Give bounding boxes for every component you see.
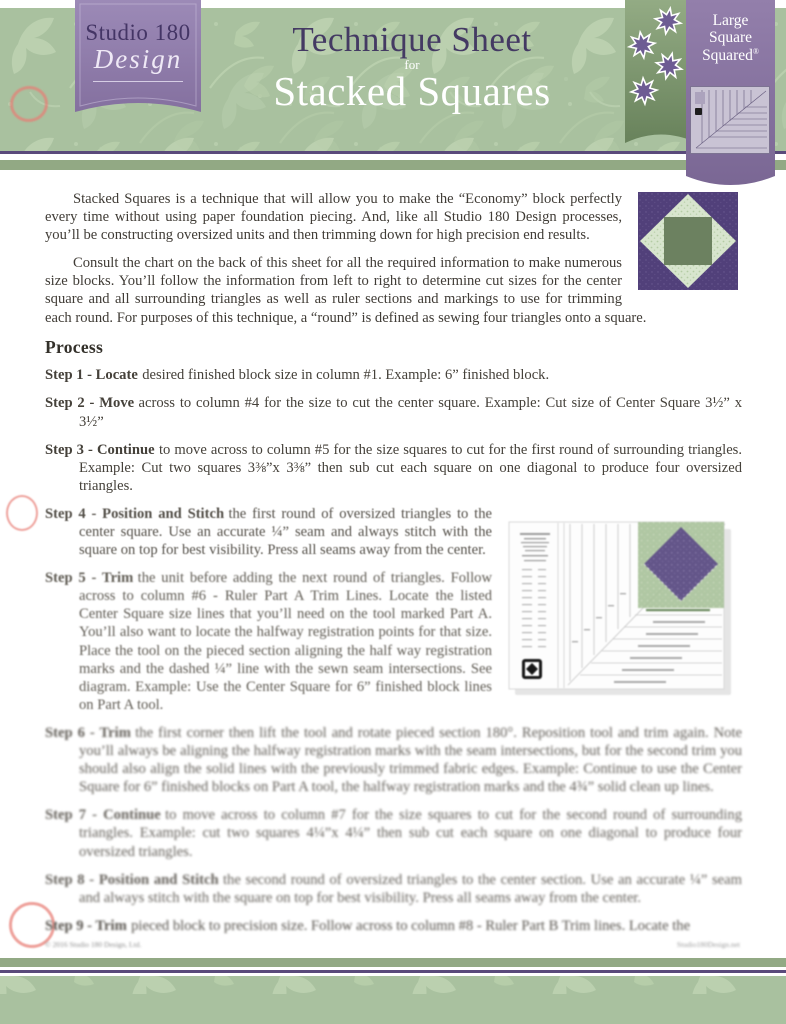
header-purple-rule	[0, 151, 786, 154]
step-5-label: Step 5 - Trim	[45, 570, 134, 587]
intro-paragraph-2: Consult the chart on the back of this sheet for all the required information to make numerous size blocks. You’ll follow the information from left to right to determine cut sizes for the center square and all surrounding triangles as well as ruler sections and markings to use for trimming each round. For purposes of this technique, a “round” is defined as sewing four triangles onto a square.	[45, 255, 647, 326]
step-2-label: Step 2 - Move	[45, 395, 135, 412]
footer-purple-rule	[0, 970, 786, 973]
header-green-bar	[0, 160, 786, 170]
badge-large: Large	[712, 12, 749, 29]
step-4-label: Step 4 - Position and Stitch	[45, 505, 225, 522]
title-technique-sheet: Technique Sheet	[292, 20, 532, 59]
process-heading: Process	[45, 336, 104, 357]
step-7	[45, 806, 742, 860]
step-5-text: the unit before adding the next round of triangles. Follow across to column #6 - Ruler Part A Trim Lines. Locate the listed Center Square size lines that you’ll need on the tool marked Part A. You’ll also want to locate the halfway registration points for that size. Place the tool on the pieced section aligning the half way registration marks and the dashed ¼” line with the sewn seam intersections. See diagram. Example: Use the Center Square for 6” finished block lines on Part A tool.	[79, 570, 492, 713]
intro-section	[45, 190, 742, 327]
step-7-text: to move across to column #7 for the size squares to cut for the second round of surrounding triangles. Example: cut two squares 4¼”x 4¼” then sub cut each square on one diagonal to produce four oversized triangles.	[79, 807, 742, 860]
step-1	[45, 366, 742, 384]
step-6	[45, 724, 742, 796]
sheet-title	[205, 20, 619, 115]
website-text: Studio180Design.net	[676, 940, 740, 949]
step-6-label: Step 6 - Trim	[45, 724, 131, 741]
step-1-label: Step 1 - Locate	[45, 367, 138, 384]
body-content	[45, 190, 742, 945]
large-square-squared-label	[686, 12, 775, 64]
step-6-text: the first corner then lift the tool and rotate pieced section 180°. Reposition tool and trim again. Note you’ll always be aligning the halfway registration marks with the seam intersections, but for the second trim you should also align the solid lines with the previously trimmed fabric edges. Example: Continue to use the Center Square for 6” finished blocks on Part A tool, the halfway registration marks and the 4¾” solid clean up lines.	[79, 724, 742, 796]
studio-180-logo	[75, 0, 201, 82]
step-9-label: Step 9 - Trim	[45, 917, 127, 934]
logo-underline	[93, 81, 183, 82]
step-9	[45, 917, 742, 935]
footer-floral-band	[0, 976, 786, 1024]
step-5	[45, 569, 742, 714]
badge-square: Square	[708, 29, 753, 47]
step-2-text: across to column #4 for the size to cut the center square. Example: Cut size of Center Square 3½” x 3½”	[79, 395, 742, 430]
logo-design: Design	[93, 44, 183, 74]
step-9-text: pieced block to precision size. Follow across to column #8 - Ruler Part B Trim lines. Locate the	[131, 917, 691, 934]
step-2	[45, 394, 742, 430]
step-8-label: Step 8 - Position and Stitch	[45, 871, 219, 888]
badge-squared: Squared	[702, 46, 753, 64]
step-8	[45, 871, 742, 907]
footer-green-bar	[0, 958, 786, 967]
copyright-text: © 2016 Studio 180 Design, Ltd.	[45, 940, 142, 949]
step-7-label: Step 7 - Continue	[45, 807, 161, 824]
intro-paragraph-1: Stacked Squares is a technique that will allow you to make the “Economy” block perfectly every time without using paper foundation piecing. And, like all Studio 180 Design processes, you’ll be constructing oversized units and then trimming down for high precision end results.	[45, 191, 622, 244]
logo-studio-180: Studio 180	[85, 20, 191, 45]
title-stacked-squares: Stacked Squares	[273, 68, 551, 114]
step-4	[45, 505, 742, 559]
step-3-text: to move across to column #5 for the size squares to cut for the first round of surrounding triangles. Example: Cut two squares 3⅜”x 3⅜” then sub cut each square on one diagonal to produce four oversized triangles.	[79, 441, 743, 494]
step-8-text: the second round of oversized triangles to the center section. Use an accurate ¼” seam and always stitch with the square on top for best visibility. Press all seams away from the center.	[79, 871, 742, 906]
red-circle-mark	[6, 495, 38, 531]
step-1-text: desired finished block size in column #1. Example: 6” finished block.	[142, 367, 550, 384]
ruler-image	[690, 86, 770, 154]
step-3-label: Step 3 - Continue	[45, 441, 155, 458]
registered-mark: ®	[752, 46, 759, 56]
step-4-text: the first round of oversized triangles to the center square. Use an accurate ¼” seam and always stitch with the square on top for best visibility. Press all seams away from the center.	[79, 505, 492, 559]
title-for: for	[404, 57, 420, 72]
step-3	[45, 441, 742, 495]
